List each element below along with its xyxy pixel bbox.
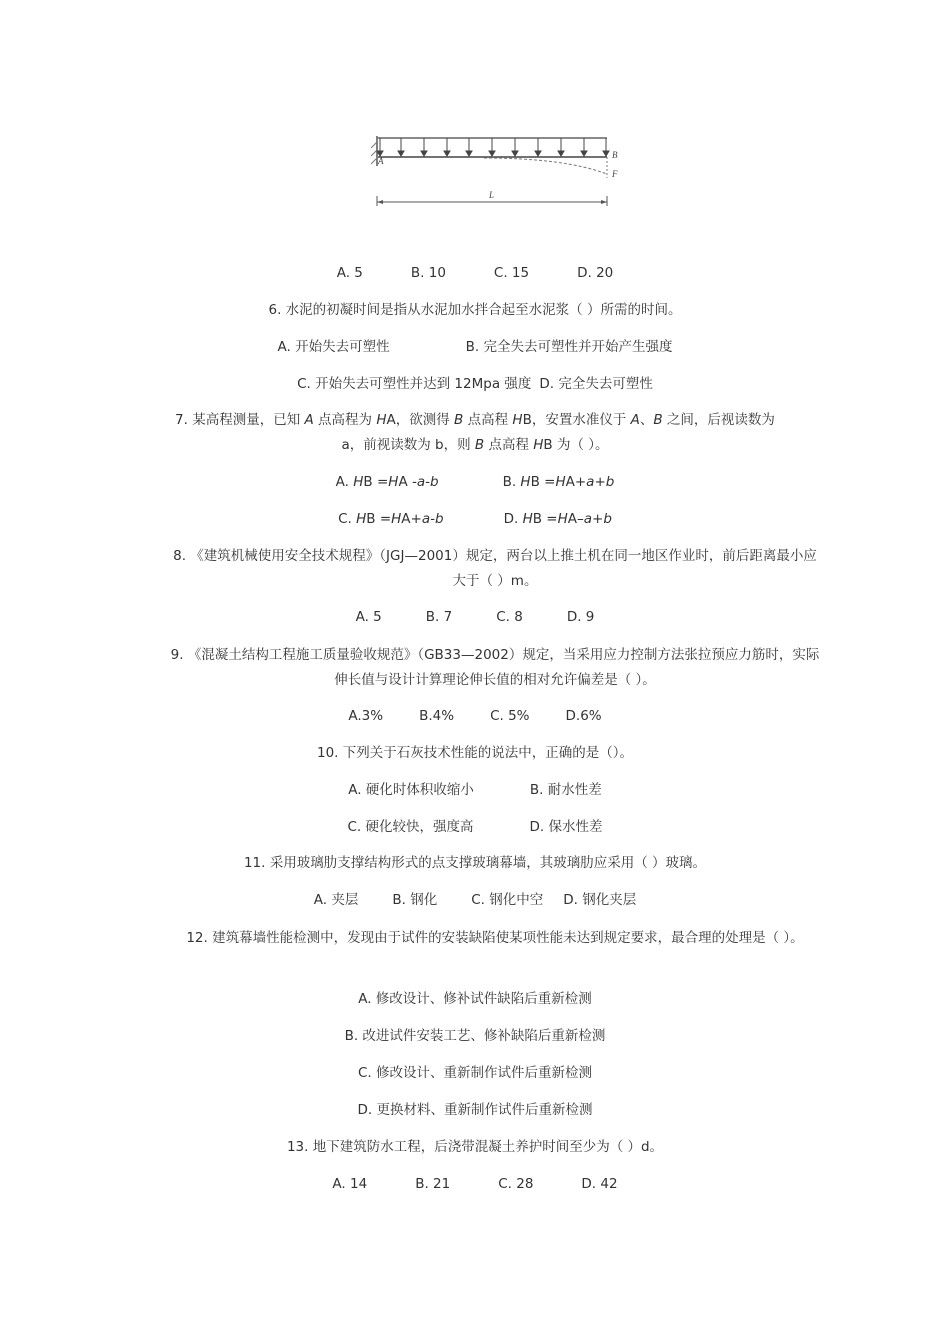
q6-options-row2 bbox=[0, 374, 950, 394]
q13-options bbox=[0, 1174, 950, 1194]
option-b: B. 钢化 bbox=[392, 892, 438, 908]
option-a: A. 夹层 bbox=[313, 892, 359, 908]
option-a: A. 5 bbox=[355, 609, 382, 625]
option-a: A. 5 bbox=[336, 265, 363, 281]
option-c: C. HB =HA+a-b bbox=[338, 511, 444, 527]
q8-question: 8. 《建筑机械使用安全技术规程》（JGJ—2001）规定，两台以上推土机在同一地区作业时，前后距离最小应大于（ ）m。 bbox=[173, 548, 817, 589]
q7-options-row1 bbox=[0, 472, 950, 492]
option-b: B. 7 bbox=[425, 609, 453, 625]
option-c: C. 开始失去可塑性并达到 12Mpa 强度 bbox=[297, 376, 532, 392]
q7-options-row2 bbox=[0, 509, 950, 529]
q11-options bbox=[0, 890, 950, 910]
option-a: A. 14 bbox=[332, 1176, 368, 1192]
option-c: C. 钢化中空 bbox=[471, 892, 544, 908]
option-d: D. 保水性差 bbox=[529, 819, 603, 835]
q7-question-line1: 7. 某高程测量，已知 A 点高程为 HA，欲测得 B 点高程 HB，安置水准仪于 A、B 之间，后视读数为 bbox=[175, 412, 775, 428]
option-d: D. 20 bbox=[577, 265, 614, 281]
option-b: B. 10 bbox=[410, 265, 446, 281]
option-b: B.4% bbox=[419, 708, 455, 724]
q5-options bbox=[0, 263, 950, 283]
option-c: C. 28 bbox=[498, 1176, 534, 1192]
q12-option-a: A. 修改设计、修补试件缺陷后重新检测 bbox=[358, 991, 592, 1007]
option-a: A. 硬化时体积收缩小 bbox=[348, 782, 474, 798]
q12-option-b: B. 改进试件安装工艺、修补缺陷后重新检测 bbox=[344, 1028, 606, 1044]
beam-diagram bbox=[364, 130, 624, 210]
option-d: D. HB =HA–a+b bbox=[503, 511, 612, 527]
option-c: C. 5% bbox=[490, 708, 530, 724]
q7-question-line2: a，前视读数为 b，则 B 点高程 HB 为（ ）。 bbox=[341, 437, 609, 453]
label-f: F bbox=[612, 169, 618, 179]
deflection-curve bbox=[484, 158, 607, 174]
option-b: B. 21 bbox=[415, 1176, 451, 1192]
q10-options-row2 bbox=[0, 817, 950, 837]
q12-question: 12. 建筑幕墙性能检测中，发现由于试件的安装缺陷使某项性能未达到规定要求，最合理的处理是（ ）。 bbox=[186, 930, 804, 946]
option-d: D. 42 bbox=[581, 1176, 618, 1192]
option-b: B. HB =HA+a+b bbox=[502, 474, 615, 490]
q11-question: 11. 采用玻璃肋支撑结构形式的点支撑玻璃幕墙，其玻璃肋应采用（ ）玻璃。 bbox=[243, 855, 707, 871]
label-b: B bbox=[612, 150, 618, 160]
q9-question: 9. 《混凝土结构工程施工质量验收规范》（GB33—2002）规定，当采用应力控制方法张拉预应力筋时，实际伸长值与设计计算理论伸长值的相对允许偏差是（ ）。 bbox=[170, 647, 820, 688]
q10-options-row1 bbox=[0, 780, 950, 800]
q6-options-row1 bbox=[0, 337, 950, 357]
option-c: C. 硬化较快，强度高 bbox=[347, 819, 474, 835]
option-b: B. 完全失去可塑性并开始产生强度 bbox=[465, 339, 673, 355]
option-c: C. 15 bbox=[493, 265, 530, 281]
option-d: D. 9 bbox=[566, 609, 595, 625]
distributed-load-arrows bbox=[377, 138, 609, 156]
option-c: C. 8 bbox=[496, 609, 523, 625]
q9-options bbox=[0, 706, 950, 726]
option-b: B. 耐水性差 bbox=[529, 782, 602, 798]
option-a: A. 开始失去可塑性 bbox=[277, 339, 390, 355]
option-a: A.3% bbox=[348, 708, 384, 724]
q12-option-d: D. 更换材料、重新制作试件后重新检测 bbox=[357, 1102, 593, 1118]
option-d: D.6% bbox=[565, 708, 602, 724]
label-a: A bbox=[378, 156, 384, 166]
q6-question: 6. 水泥的初凝时间是指从水泥加水拌合起至水泥浆（ ）所需的时间。 bbox=[268, 302, 682, 318]
cantilever-beam-figure bbox=[364, 130, 624, 210]
option-d: D. 钢化夹层 bbox=[563, 892, 637, 908]
label-l: L bbox=[489, 190, 495, 200]
q13-question: 13. 地下建筑防水工程，后浇带混凝土养护时间至少为（ ）d。 bbox=[286, 1139, 664, 1155]
q10-question: 10. 下列关于石灰技术性能的说法中，正确的是（）。 bbox=[316, 745, 633, 761]
option-a: A. HB =HA -a-b bbox=[335, 474, 439, 490]
option-d: D. 完全失去可塑性 bbox=[539, 376, 653, 392]
q12-option-c: C. 修改设计、重新制作试件后重新检测 bbox=[357, 1065, 592, 1081]
q8-options bbox=[0, 607, 950, 627]
